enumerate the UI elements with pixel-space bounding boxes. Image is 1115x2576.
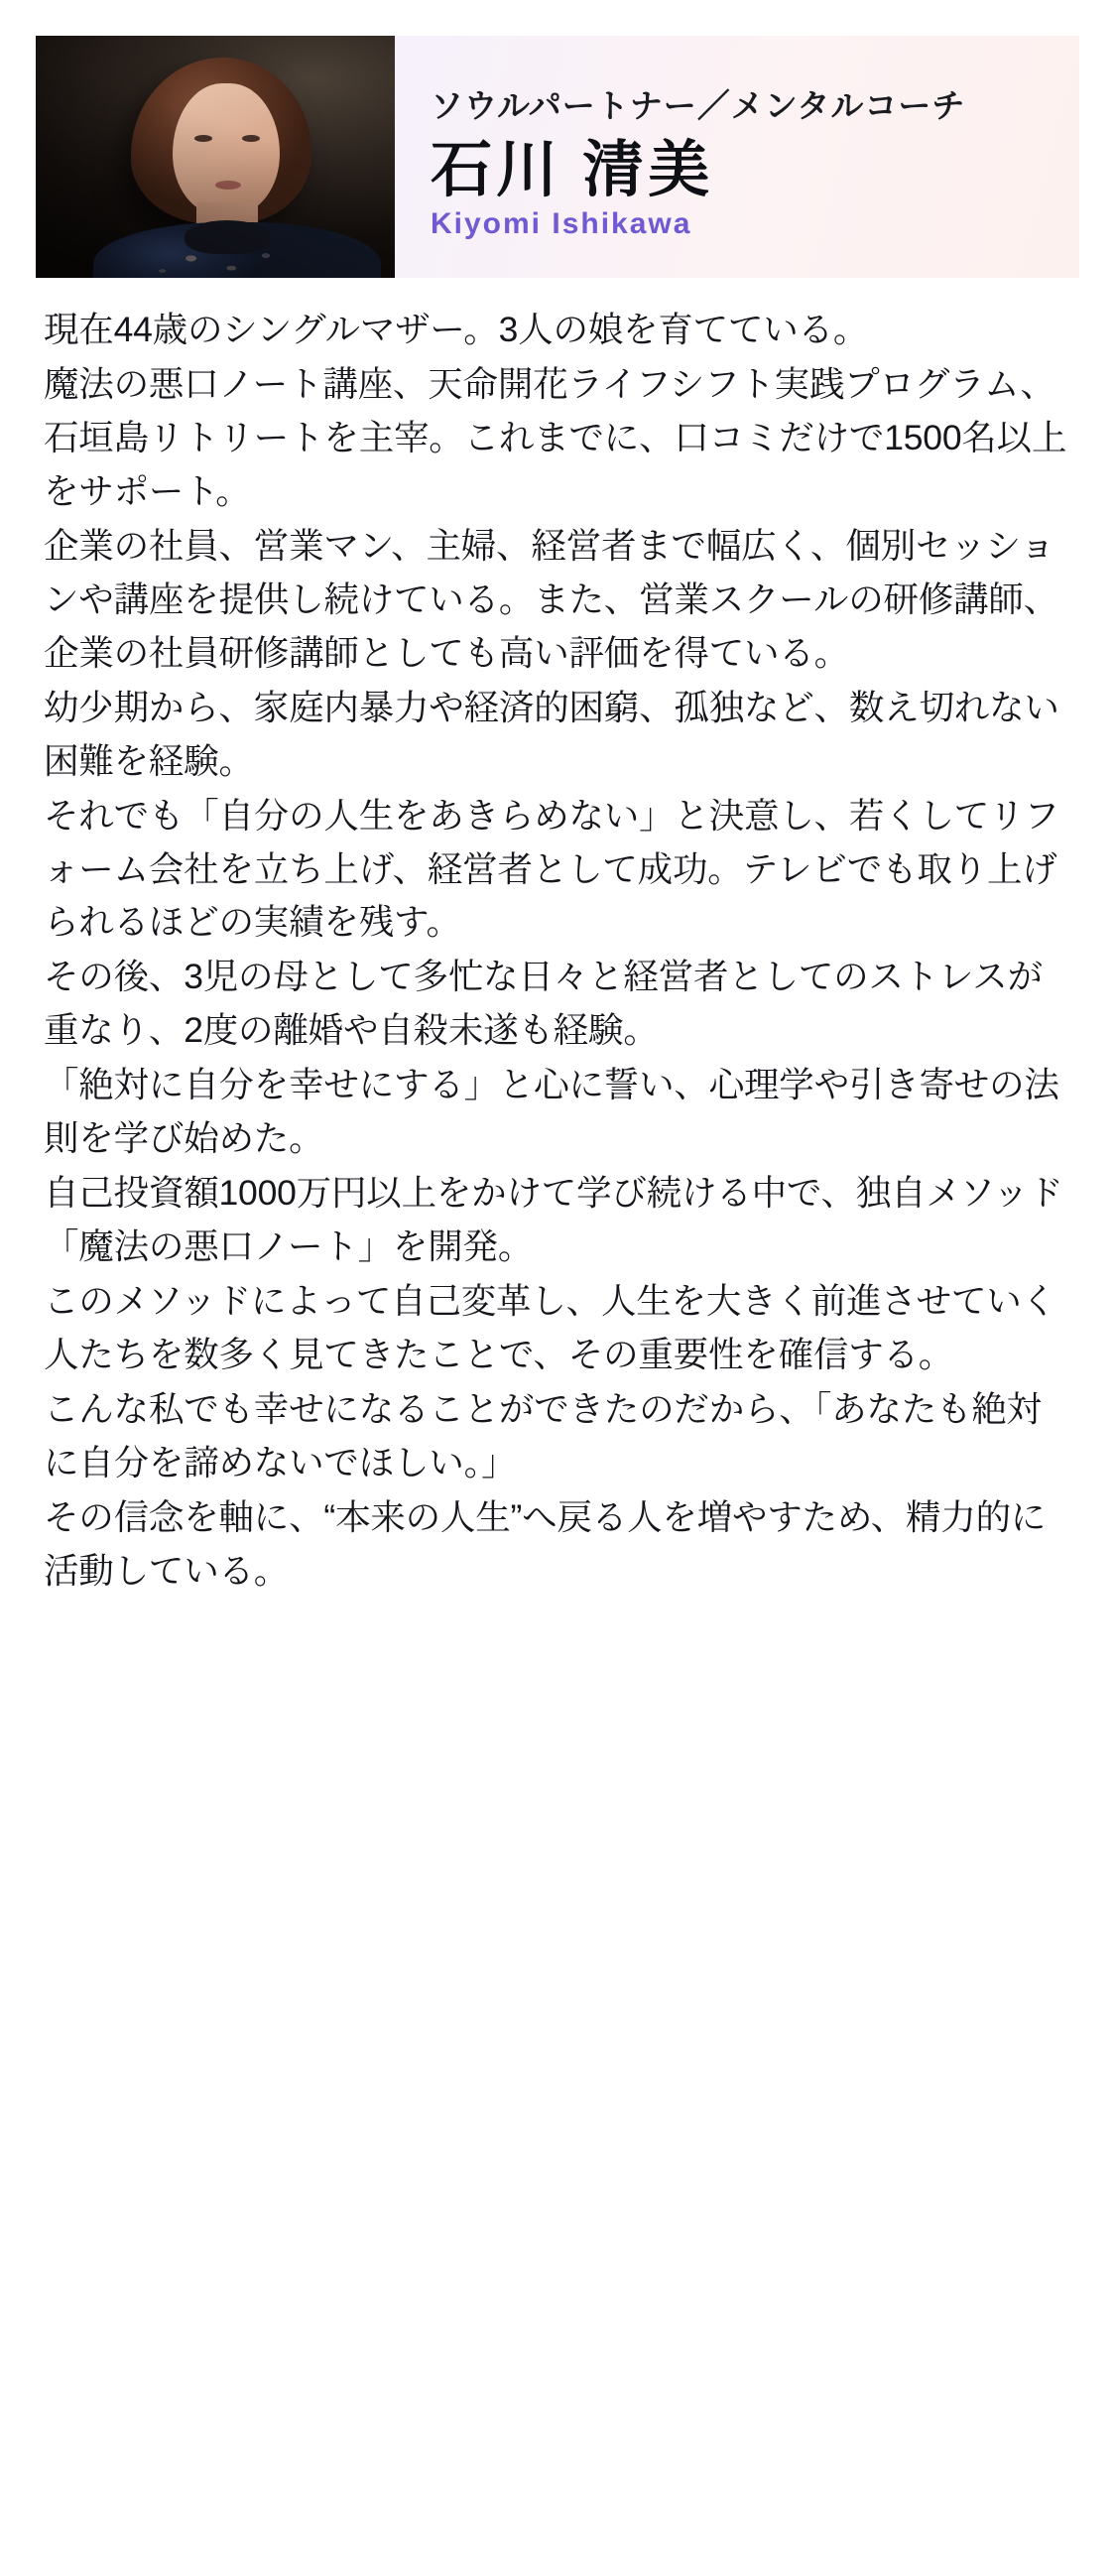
profile-header-card — [36, 36, 1079, 278]
portrait-vignette — [36, 36, 395, 278]
profile-page — [0, 36, 1115, 2576]
profile-text-block — [395, 36, 1079, 278]
bio-paragraph: その後、3児の母として多忙な日々と経営者としてのストレスが重なり、2度の離婚や自殺未遂も経験。 — [44, 957, 1043, 1051]
page-title: 石川 清美 — [431, 136, 714, 205]
bio-paragraph: 魔法の悪口ノート講座、天命開花ライフシフト実践プログラム、石垣島リトリートを主宰。これまでに、口コミだけで1500名以上をサポート。 — [44, 363, 1067, 511]
bio-paragraph: 企業の社員、営業マン、主婦、経営者まで幅広く、個別セッションや講座を提供し続けている。また、営業スクールの研修講師、企業の社員研修講師としても高い評価を得ている。 — [44, 525, 1058, 673]
bio-paragraph: 幼少期から、家庭内暴力や経済的困窮、孤独など、数え切れない困難を経験。 — [44, 687, 1059, 781]
bio-paragraph: このメソッドによって自己変革し、人生を大きく前進させていく人たちを数多く見てきたことで、その重要性を確信する。 — [44, 1281, 1056, 1375]
bio-paragraph: 自己投資額1000万円以上をかけて学び続ける中で、独自メソッド「魔法の悪口ノート」を開発。 — [44, 1173, 1063, 1267]
bio-paragraph: 「絶対に自分を幸せにする」と心に誓い、心理学や引き寄せの法則を学び始めた。 — [44, 1065, 1059, 1159]
bio-paragraph: それでも「自分の人生をあきらめない」と決意し、若くしてリフォーム会社を立ち上げ、経営者として成功。テレビでも取り上げられるほどの実績を残す。 — [44, 795, 1059, 943]
profile-role: ソウルパートナー／メンタルコーチ — [431, 87, 966, 125]
bio-paragraph: 現在44歳のシングルマザー。3人の娘を育てている。 — [44, 310, 869, 349]
portrait-photo — [36, 36, 395, 278]
bio-paragraph: こんな私でも幸せになることができたのだから、「あなたも絶対に自分を諦めないでほしい。」 — [44, 1389, 1042, 1483]
profile-biography — [44, 304, 1071, 1599]
profile-name-romaji: Kiyomi Ishikawa — [431, 206, 692, 240]
bio-paragraph: その信念を軸に、“本来の人生”へ戻る人を増やすため、精力的に活動している。 — [44, 1496, 1047, 1591]
